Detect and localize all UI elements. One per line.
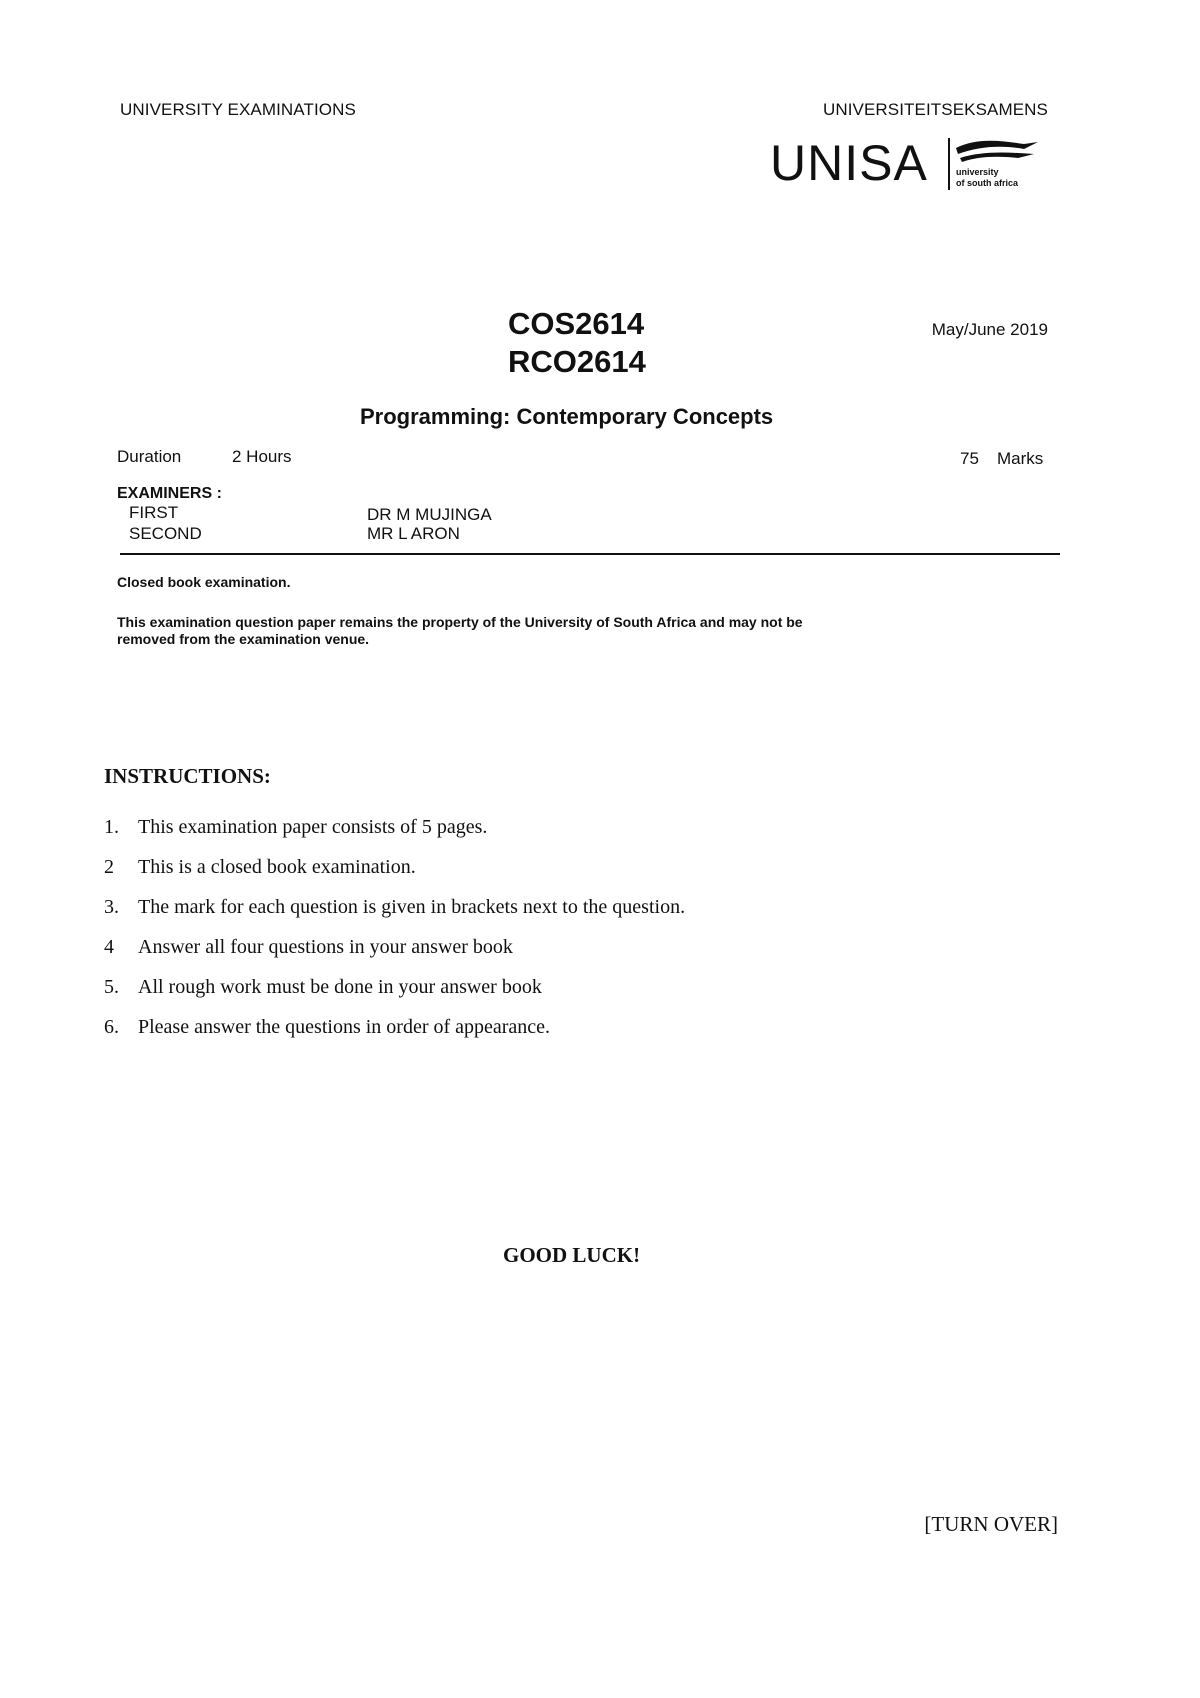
course-code-2: RCO2614 xyxy=(508,344,646,379)
logo-wave-icon xyxy=(954,136,1040,166)
header-left: UNIVERSITY EXAMINATIONS xyxy=(120,100,356,119)
good-luck: GOOD LUCK! xyxy=(503,1243,641,1267)
property-note-line1: This examination question paper remains the property of the University of South Africa and may not be xyxy=(117,614,803,630)
instruction-number: 3. xyxy=(104,896,119,918)
examiner-first-name: DR M MUJINGA xyxy=(367,505,492,524)
marks-label: Marks xyxy=(997,449,1044,468)
property-note xyxy=(117,614,803,648)
logo-divider xyxy=(948,138,950,190)
marks-value: 75 xyxy=(960,449,979,468)
examiner-second-label: SECOND xyxy=(129,524,202,543)
examiner-second-name: MR L ARON xyxy=(367,524,460,543)
instruction-text: The mark for each question is given in brackets next to the question. xyxy=(138,896,686,918)
instruction-item xyxy=(104,816,487,839)
examiners-heading: EXAMINERS : xyxy=(117,485,222,502)
instruction-text: All rough work must be done in your answer book xyxy=(138,976,542,998)
instruction-text: Answer all four questions in your answer book xyxy=(138,936,513,958)
instruction-number: 1. xyxy=(104,816,119,838)
instruction-number: 2 xyxy=(104,856,114,878)
duration-label: Duration xyxy=(117,447,182,466)
property-note-line2: removed from the examination venue. xyxy=(117,631,370,647)
examiner-first-label: FIRST xyxy=(129,503,179,522)
course-code-1: COS2614 xyxy=(508,306,645,341)
duration-value: 2 Hours xyxy=(232,447,292,466)
header-divider xyxy=(120,553,1060,555)
instruction-number: 6. xyxy=(104,1016,119,1038)
turn-over: [TURN OVER] xyxy=(924,1512,1058,1536)
instruction-text: This is a closed book examination. xyxy=(138,856,416,878)
closed-book-note: Closed book examination. xyxy=(117,574,291,590)
instructions-heading: INSTRUCTIONS: xyxy=(104,764,271,788)
logo-tag-line2: of south africa xyxy=(956,178,1019,188)
instruction-item xyxy=(104,936,513,959)
instruction-text: This examination paper consists of 5 pages. xyxy=(138,816,488,838)
instruction-text: Please answer the questions in order of appearance. xyxy=(138,1016,551,1038)
instruction-item xyxy=(104,896,685,919)
instruction-item xyxy=(104,1016,550,1039)
instruction-item xyxy=(104,856,416,879)
instruction-number: 4 xyxy=(104,936,114,958)
instruction-number: 5. xyxy=(104,976,119,998)
logo-tag-line1: university xyxy=(956,167,999,177)
logo-wordmark: UNISA xyxy=(770,135,928,191)
instruction-item xyxy=(104,976,542,999)
exam-date: May/June 2019 xyxy=(931,320,1048,339)
subject-title: Programming: Contemporary Concepts xyxy=(360,404,774,429)
unisa-logo xyxy=(770,132,1040,202)
header-right: UNIVERSITEITSEKSAMENS xyxy=(822,100,1048,119)
